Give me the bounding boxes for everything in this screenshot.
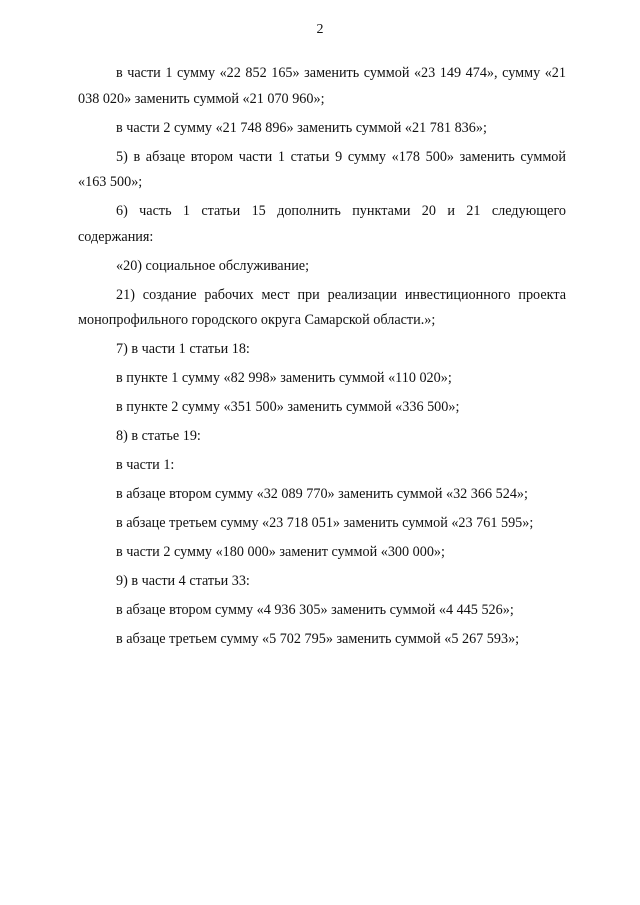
paragraph-item-7-point-2: в пункте 2 сумму «351 500» заменить суммой «336 500»; xyxy=(116,399,460,415)
paragraph-point-20: «20) социальное обслуживание; xyxy=(116,257,310,274)
paragraph-item-8-part-2: в части 2 сумму «180 000» заменит суммой «300 000»; xyxy=(116,544,445,560)
paragraph-item-6: 6) часть 1 статьи 15 дополнить пунктами 20 и 21 следующего содержания: xyxy=(78,203,566,245)
paragraph-item-7-point-1: в пункте 1 сумму «82 998» заменить суммой «110 020»; xyxy=(116,370,452,386)
paragraph-item-8-part-1: в части 1: xyxy=(116,457,175,473)
paragraph-item-9: 9) в части 4 статьи 33: xyxy=(116,573,250,589)
paragraph-item-9-abzac-2: в абзаце втором сумму «4 936 305» заменить суммой «4 445 526»; xyxy=(116,602,514,618)
paragraph-part2-amount: в части 2 сумму «21 748 896» заменить суммой «21 781 836»; xyxy=(116,119,487,136)
document-body xyxy=(78,61,566,656)
paragraph-item-9-abzac-3: в абзаце третьем сумму «5 702 795» заменить суммой «5 267 593»; xyxy=(116,631,520,647)
paragraph-item-7: 7) в части 1 статьи 18: xyxy=(116,341,250,357)
paragraph-item-8-abzac-2: в абзаце втором сумму «32 089 770» заменить суммой «32 366 524»; xyxy=(116,486,528,502)
paragraph-point-21: 21) создание рабочих мест при реализации инвестиционного проекта монопрофильного городского округа Самарской области.»; xyxy=(78,286,566,328)
page-number: 2 xyxy=(316,22,324,37)
paragraph-part1-amounts: в части 1 сумму «22 852 165» заменить суммой «23 149 474», сумму «21 038 020» заменить суммой «21 070 960»; xyxy=(78,65,566,107)
paragraph-item-8: 8) в статье 19: xyxy=(116,428,201,444)
paragraph-item-5: 5) в абзаце втором части 1 статьи 9 сумму «178 500» заменить суммой «163 500»; xyxy=(78,148,566,190)
paragraph-item-8-abzac-3: в абзаце третьем сумму «23 718 051» заменить суммой «23 761 595»; xyxy=(116,515,534,531)
